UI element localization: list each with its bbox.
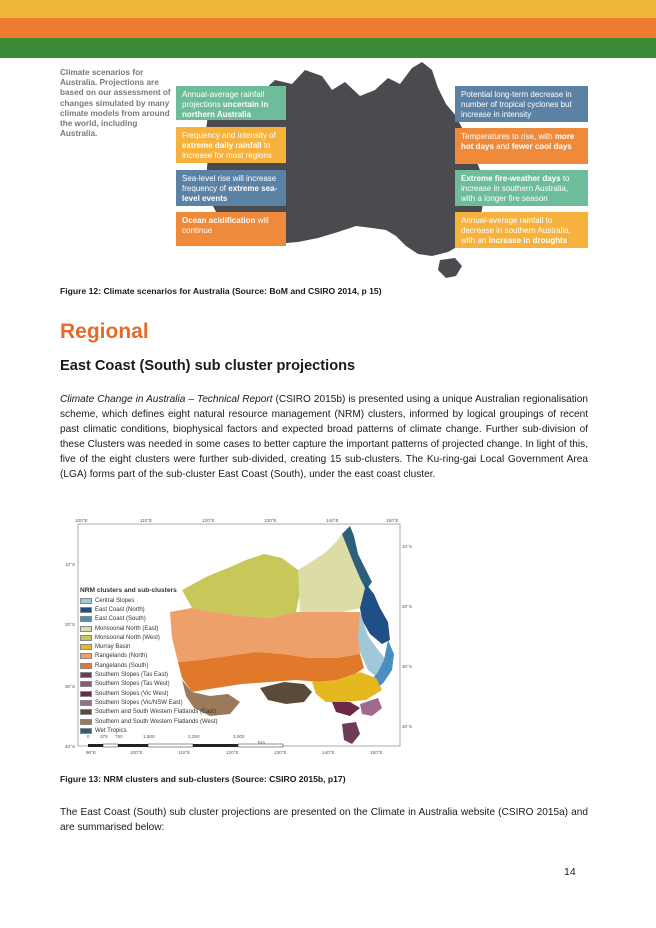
bottom-tick-110e: 110°E [178, 750, 191, 755]
legend-label: Monsoonal North (East) [95, 625, 159, 632]
scale-label-750: 750 [115, 734, 123, 739]
figure-13-nrm-map [60, 512, 420, 762]
legend-title: NRM clusters and sub-clusters [80, 587, 177, 594]
legend-item [80, 708, 240, 717]
subsection-heading: East Coast (South) sub cluster projections [60, 358, 356, 374]
legend-item [80, 717, 240, 726]
legend-label: Southern Slopes (Tas East) [95, 672, 169, 679]
figure-12-caption: Figure 12: Climate scenarios for Australia (Source: BoM and CSIRO 2014, p 15) [60, 286, 382, 296]
legend-swatch [80, 598, 92, 604]
top-tick-120e: 120°E [202, 518, 215, 523]
right-tick-20s: 20°S [402, 604, 413, 609]
legend-swatch [80, 644, 92, 650]
legend-label: Rangelands (South) [95, 662, 149, 669]
legend-swatch [80, 635, 92, 641]
page-number: 14 [564, 866, 576, 878]
legend-swatch [80, 653, 92, 659]
callout-extreme-rainfall: Frequency and intensity of extreme daily rainfall to increase for most regions [176, 127, 286, 163]
legend-swatch [80, 663, 92, 669]
legend-item [80, 689, 240, 698]
scale-label-3000: 3,000 [233, 734, 245, 739]
scale-label-1500: 1,500 [143, 734, 155, 739]
legend-label: Rangelands (North) [95, 653, 148, 660]
legend-label: Murray Basin [95, 644, 131, 651]
legend-label: East Coast (North) [95, 606, 145, 613]
left-tick-20s: 20°S [65, 622, 76, 627]
legend-item [80, 698, 240, 707]
legend-item [80, 670, 240, 679]
right-tick-40s: 40°S [402, 724, 413, 729]
legend-item [80, 661, 240, 670]
legend-item [80, 624, 240, 633]
legend-swatch [80, 719, 92, 725]
top-tick-130e: 130°E [264, 518, 277, 523]
nrm-legend [80, 587, 240, 735]
top-tick-100e: 100°E [75, 518, 88, 523]
legend-item [80, 615, 240, 624]
right-tick-10s: 10°S [402, 544, 413, 549]
figure-12-climate-scenarios [60, 60, 595, 280]
bottom-tick-100e: 100°E [130, 750, 143, 755]
legend-label: Monsoonal North (West) [95, 634, 160, 641]
legend-label: Southern Slopes (Vic West) [95, 690, 169, 697]
legend-label: Wet Tropics [95, 727, 127, 734]
legend-swatch [80, 616, 92, 622]
top-tick-110e: 110°E [140, 518, 153, 523]
report-title: Climate Change in Australia – Technical Report [60, 394, 273, 405]
left-tick-30s: 30°S [65, 684, 76, 689]
header-band-green [0, 38, 656, 58]
scale-label-0: 0 [87, 734, 90, 739]
callout-rainfall-north: Annual-average rainfall projections uncertain in northern Australia [176, 86, 286, 120]
left-tick-40s: 40°S [65, 744, 76, 749]
legend-item [80, 642, 240, 651]
legend-swatch [80, 607, 92, 613]
legend-swatch [80, 700, 92, 706]
figure-13-caption: Figure 13: NRM clusters and sub-clusters (Source: CSIRO 2015b, p17) [60, 774, 346, 784]
header-band-orange [0, 18, 656, 38]
legend-label: East Coast (South) [95, 616, 146, 623]
callout-temperatures: Temperatures to rise, with more hot days and fewer cool days [455, 128, 588, 164]
top-tick-140e: 140°E [326, 518, 339, 523]
left-tick-10s: 10°S [65, 562, 76, 567]
legend-swatch [80, 681, 92, 687]
figure-12-intro-text: Climate scenarios for Australia. Projections are based on our assessment of changes simulated by many climate models from around the world, including Australia. [60, 68, 171, 139]
legend-item [80, 652, 240, 661]
legend-label: Southern and South Western Flatlands (East) [95, 709, 216, 716]
callout-tropical-cyclones: Potential long-term decrease in number of tropical cyclones but increase in intensity [455, 86, 588, 122]
legend-item [80, 605, 240, 614]
scale-label-375: 375 [100, 734, 108, 739]
header-band-yellow [0, 0, 656, 18]
legend-item [80, 633, 240, 642]
paragraph-website-summary: The East Coast (South) sub cluster projections are presented on the Climate in Australia website (CSIRO 2015a) and are summarised below: [60, 807, 588, 833]
legend-item [80, 680, 240, 689]
callout-southern-rainfall: Annual-average rainfall to decrease in southern Australia, with an increase in droughts [455, 212, 588, 248]
scale-bar [86, 740, 306, 750]
bottom-tick-90e: 90°E [86, 750, 97, 755]
legend-label: Southern Slopes (Tas West) [95, 681, 170, 688]
scale-unit: Km [258, 740, 265, 745]
top-tick-150e: 150°E [386, 518, 399, 523]
legend-swatch [80, 728, 92, 734]
legend-swatch [80, 672, 92, 678]
right-tick-30s: 30°S [402, 664, 413, 669]
legend-swatch [80, 691, 92, 697]
legend-item [80, 596, 240, 605]
bottom-tick-150e: 150°E [370, 750, 383, 755]
bottom-tick-130e: 130°E [274, 750, 287, 755]
legend-label: Central Slopes [95, 597, 135, 604]
legend-label: Southern Slopes (Vic/NSW East) [95, 699, 183, 706]
legend-label: Southern and South Western Flatlands (West) [95, 718, 218, 725]
scale-label-2250: 2,250 [188, 734, 200, 739]
legend-swatch [80, 626, 92, 632]
callout-ocean-acidification: Ocean acidification will continue [176, 212, 286, 246]
callout-fire-weather: Extreme fire-weather days to increase in southern Australia, with a longer fire season [455, 170, 588, 206]
bottom-tick-140e: 140°E [322, 750, 335, 755]
legend-item [80, 726, 240, 735]
section-heading: Regional [60, 320, 149, 343]
bottom-tick-120e: 120°E [226, 750, 239, 755]
callout-sea-level: Sea-level rise will increase frequency of extreme sea-level events [176, 170, 286, 206]
paragraph-nrm-scheme: Climate Change in Australia – Technical Report (CSIRO 2015b) is presented using a unique Australian regionalisation scheme, which defines eight natural resource management (NRM) clusters, informed by logical groupings of recent past climatic conditions, biophysical factors and expected broad patterns of climate change. Further sub-division of these Clusters was needed in some cases to better capture the important patterns of projected change. In light of this, five of the eight clusters were further sub-divided, creating 15 sub-clusters. The Ku-ring-gai Local Government Area (LGA) forms part of the sub-cluster East Coast (South), under the east coast cluster. [60, 394, 589, 480]
legend-swatch [80, 709, 92, 715]
